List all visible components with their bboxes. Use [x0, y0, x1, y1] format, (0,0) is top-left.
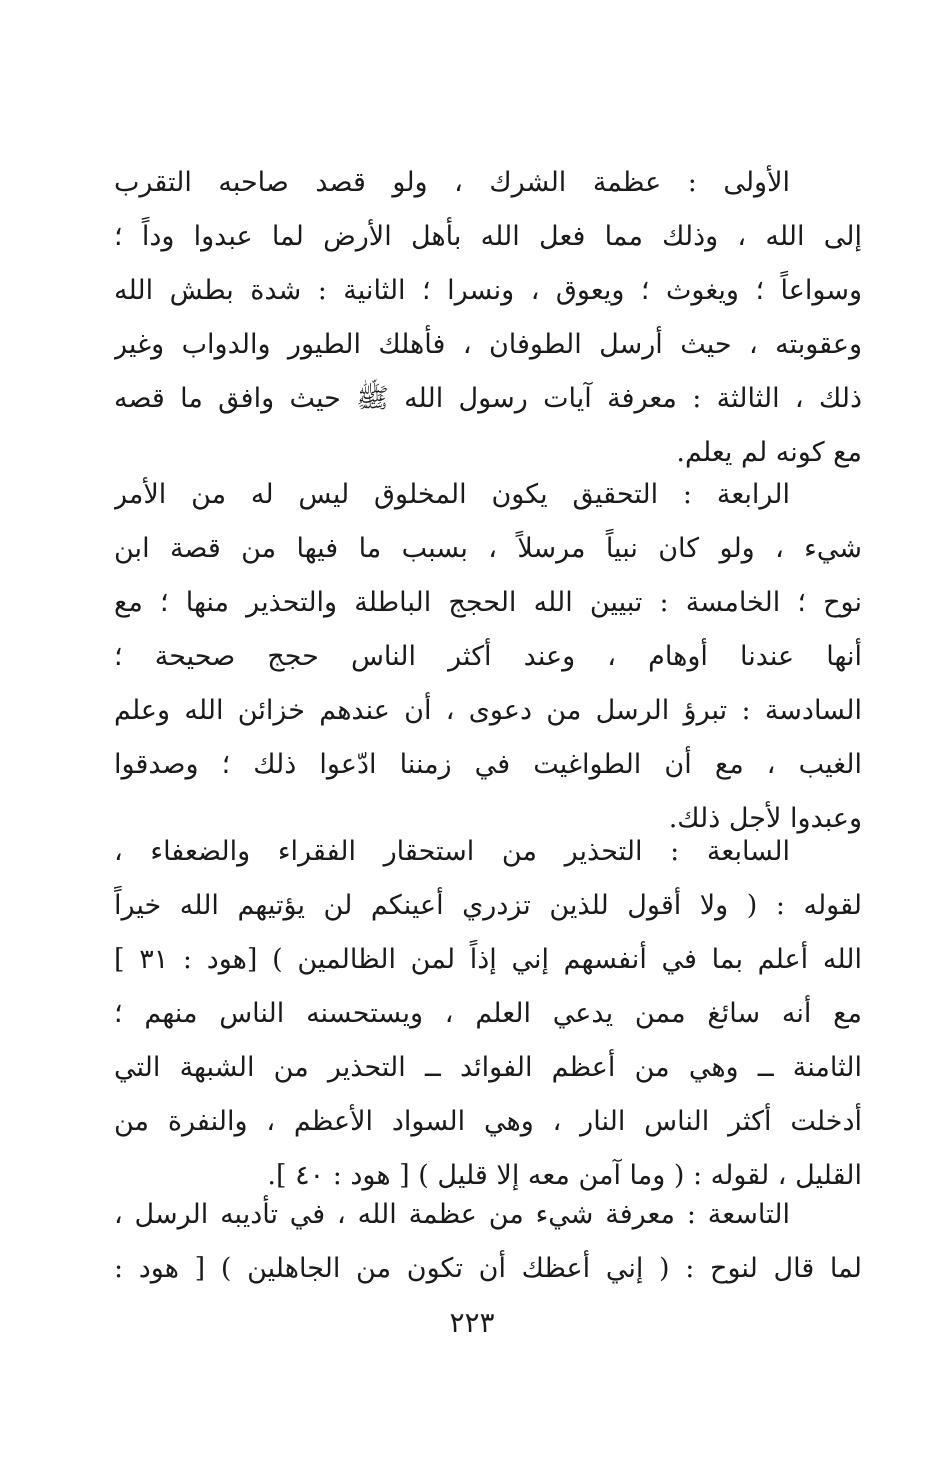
text-line: ذلك ، الثالثة : معرفة آيات رسول الله ﷺ حيث وافق ما قصه — [114, 383, 862, 414]
text-line: إلى الله ، وذلك مما فعل الله بأهل الأرض لما عبدوا وداً ؛ — [114, 221, 862, 252]
text-line: السابعة : التحذير من استحقار الفقراء والضعفاء ، — [114, 836, 790, 867]
text-line: الأولى : عظمة الشرك ، ولو قصد صاحبه التقرب — [114, 167, 790, 198]
text-line: لقوله : ( ولا أقول للذين تزدري أعينكم لن يؤتيهم الله خيراً — [114, 890, 862, 921]
text-line: الثامنة ــ وهي من أعظم الفوائد ــ التحذير من الشبهة التي — [114, 1052, 862, 1083]
text-line: شيء ، ولو كان نبياً مرسلاً ، بسبب ما فيها من قصة ابن — [114, 533, 862, 564]
text-line: التاسعة : معرفة شيء من عظمة الله ، في تأديبه الرسل ، — [114, 1199, 790, 1230]
paragraph-2 — [114, 468, 862, 846]
text-line: الرابعة : التحقيق يكون المخلوق ليس له من الأمر — [114, 479, 790, 510]
page-number: ٢٢٣ — [449, 1306, 495, 1339]
text-line: وسواعاً ؛ ويغوث ؛ ويعوق ، ونسرا ؛ الثانية : شدة بطش الله — [114, 275, 862, 306]
text-line: أدخلت أكثر الناس النار ، وهي السواد الأعظم ، والنفرة من — [114, 1106, 862, 1137]
text-line: القليل ، لقوله : ( وما آمن معه إلا قليل ) [ هود : ٤٠ ]. — [267, 1160, 862, 1191]
text-line: أنها عندنا أوهام ، وعند أكثر الناس حجج صحيحة ؛ — [114, 641, 862, 672]
text-line: الغيب ، مع أن الطواغيت في زمننا ادّعوا ذلك ؛ وصدقوا — [114, 749, 862, 780]
text-line: مع كونه لم يعلم. — [676, 437, 862, 468]
text-line: لما قال لنوح : ( إني أعظك أن تكون من الجاهلين ) [ هود : — [114, 1253, 862, 1284]
text-line: السادسة : تبرؤ الرسل من دعوى ، أن عندهم خزائن الله وعلم — [114, 695, 862, 726]
paragraph-4 — [114, 1188, 862, 1296]
text-line: نوح ؛ الخامسة : تبيين الله الحجج الباطلة والتحذير منها ؛ مع — [114, 587, 862, 618]
text-line: الله أعلم بما في أنفسهم إني إذاً لمن الظالمين ) [هود : ٣١ ] — [114, 944, 862, 975]
paragraph-3 — [114, 825, 862, 1203]
text-line: مع أنه سائغ ممن يدعي العلم ، ويستحسنه الناس منهم ؛ — [114, 998, 862, 1029]
paragraph-1 — [114, 156, 862, 480]
text-line: وعقوبته ، حيث أرسل الطوفان ، فأهلك الطيور والدواب وغير — [114, 329, 862, 360]
text-line: وعبدوا لأجل ذلك. — [668, 803, 862, 834]
